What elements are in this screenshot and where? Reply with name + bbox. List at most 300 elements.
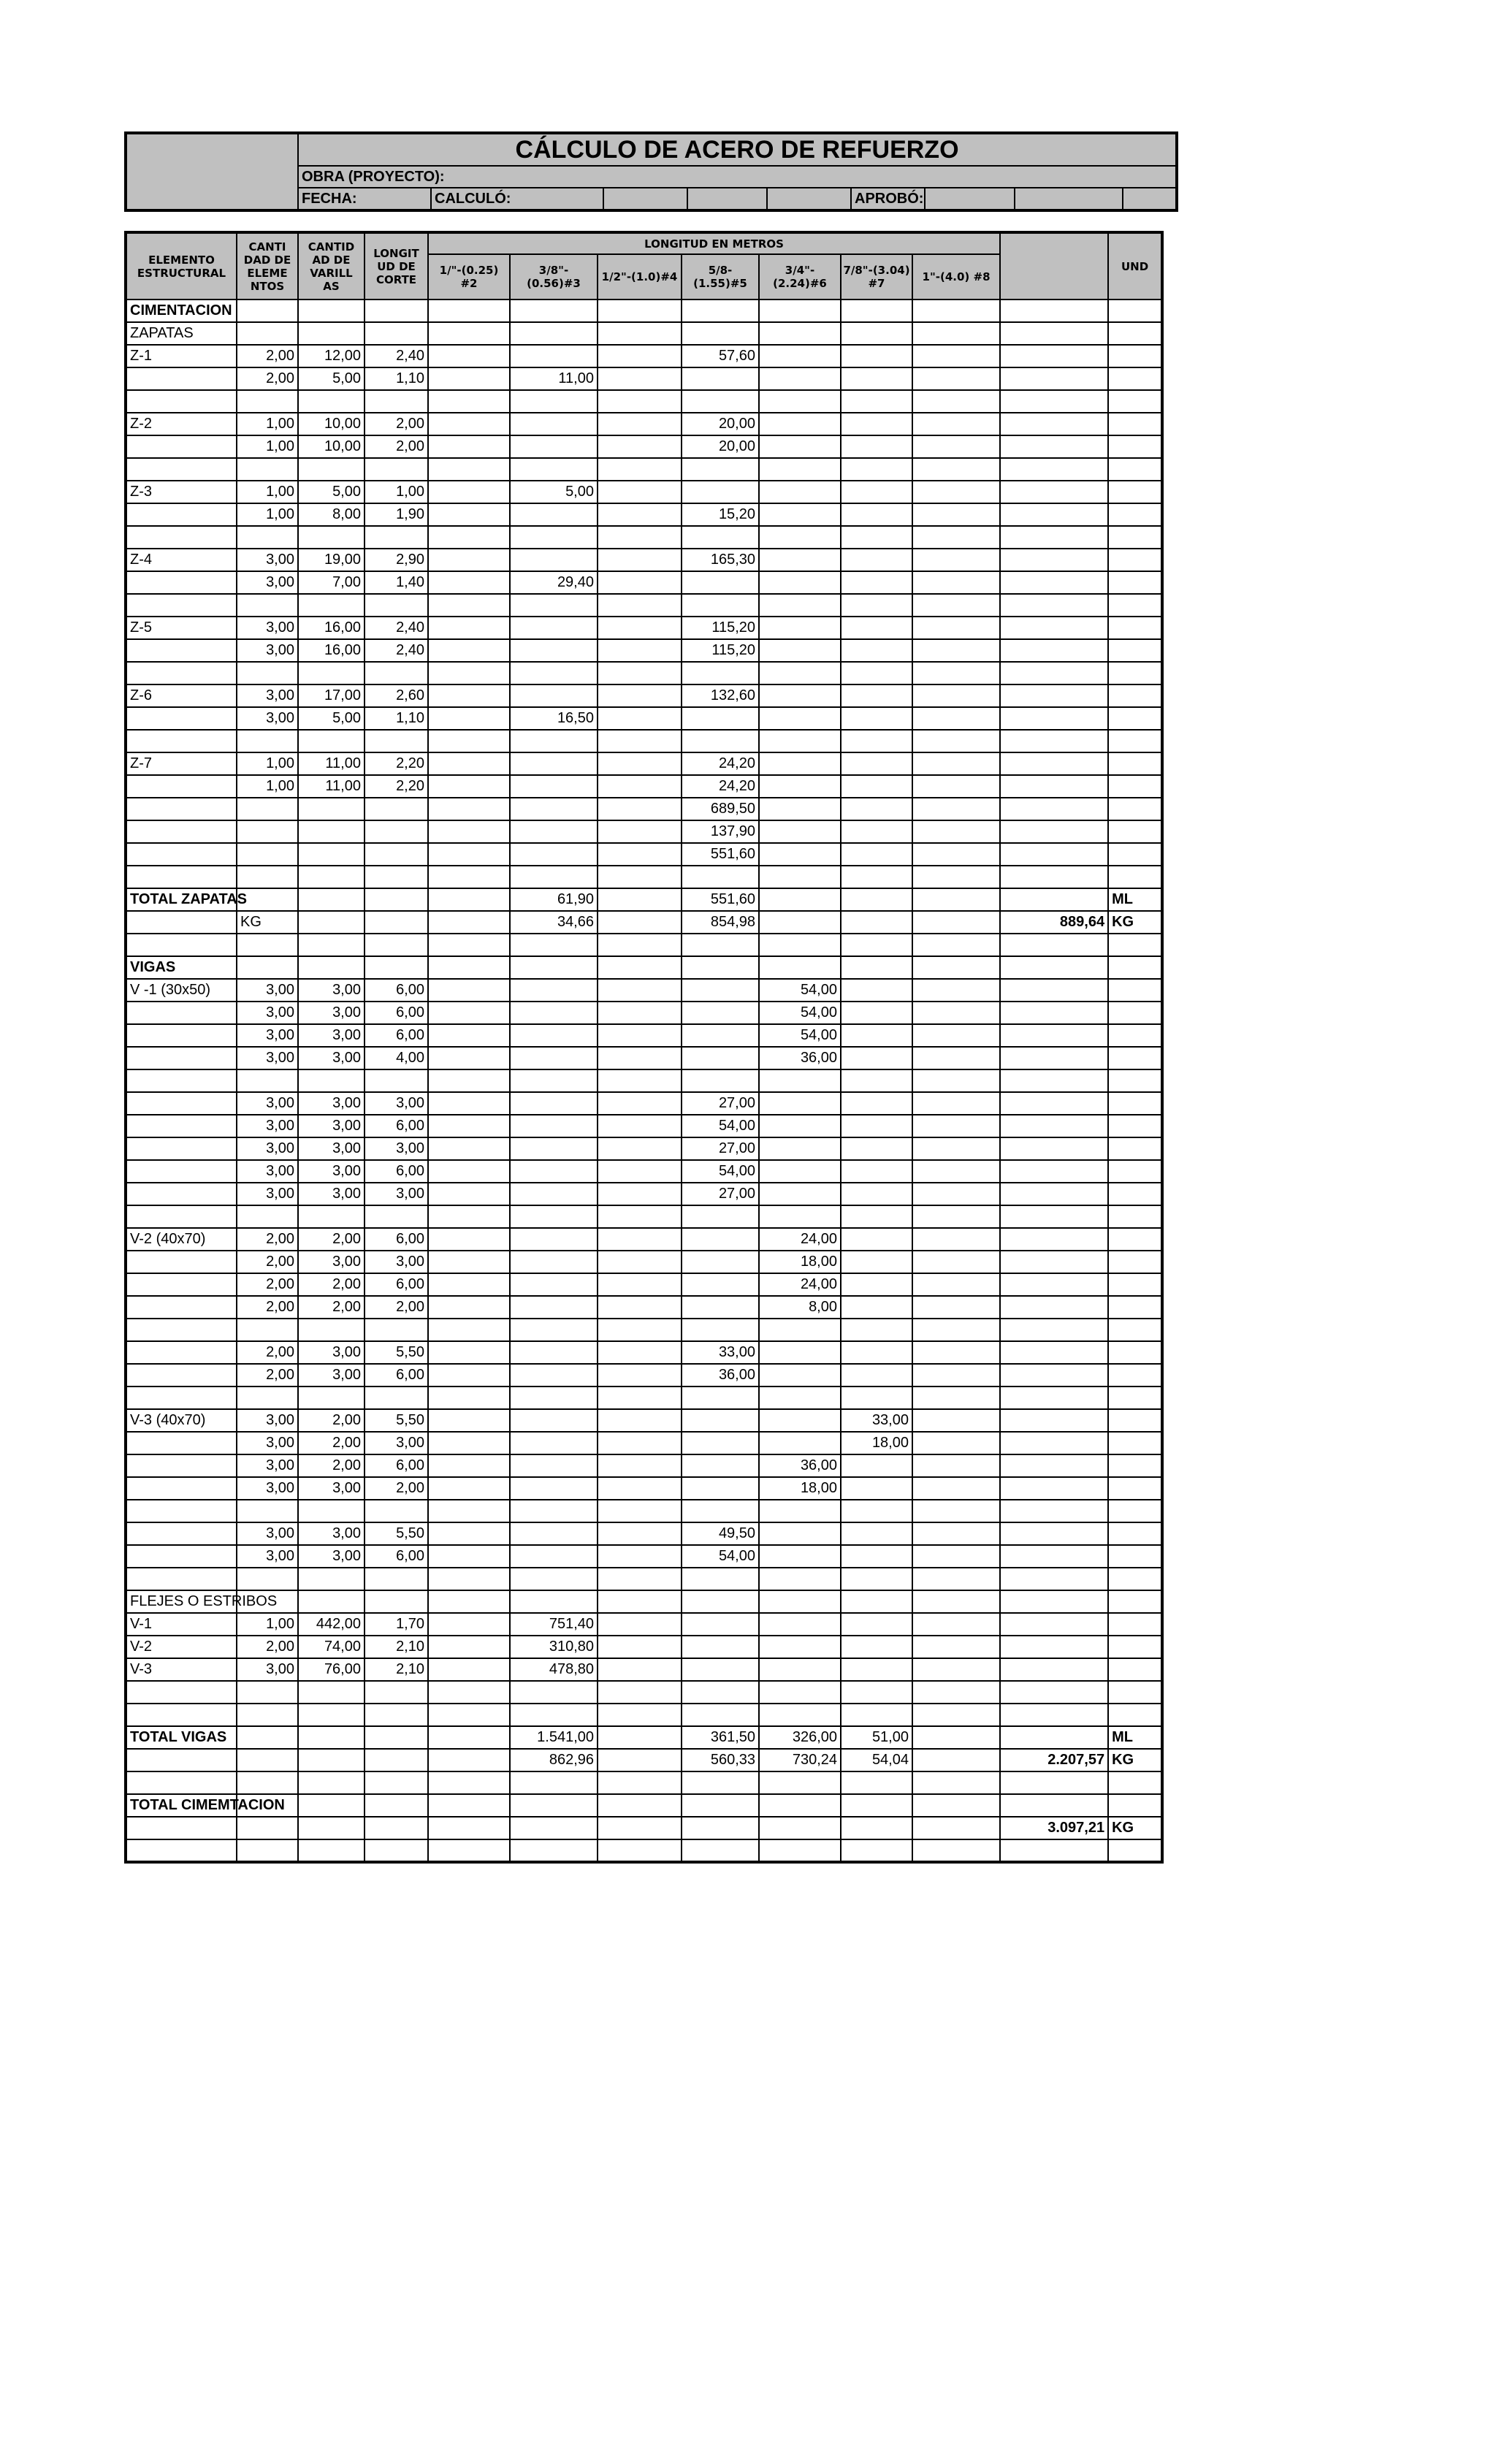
table-cell xyxy=(682,1319,759,1341)
table-cell xyxy=(1108,1024,1162,1047)
table-cell xyxy=(298,1749,365,1771)
header-cell xyxy=(767,188,851,210)
table-cell xyxy=(912,1273,1000,1296)
table-cell xyxy=(126,1115,237,1137)
table-cell xyxy=(1108,662,1162,684)
table-cell xyxy=(510,1545,598,1568)
table-cell xyxy=(510,979,598,1002)
table-cell xyxy=(682,1704,759,1726)
table-cell xyxy=(912,322,1000,345)
table-cell: 5,00 xyxy=(298,367,365,390)
table-cell xyxy=(912,1228,1000,1251)
col-elemento: ELEMENTO ESTRUCTURAL xyxy=(126,232,237,300)
table-row xyxy=(126,435,1162,458)
table-cell: 1,00 xyxy=(237,503,298,526)
table-cell xyxy=(841,571,912,594)
table-cell xyxy=(237,1839,298,1862)
table-cell: 3,00 xyxy=(237,979,298,1002)
table-cell xyxy=(912,617,1000,639)
table-cell: 2,40 xyxy=(365,639,428,662)
table-cell xyxy=(682,1296,759,1319)
table-cell xyxy=(912,775,1000,798)
table-cell xyxy=(912,1522,1000,1545)
table-cell xyxy=(365,1726,428,1749)
table-cell xyxy=(1108,413,1162,435)
table-cell xyxy=(759,1794,841,1817)
table-cell xyxy=(598,1568,682,1590)
table-cell xyxy=(237,730,298,752)
table-cell xyxy=(682,1568,759,1590)
table-cell xyxy=(841,820,912,843)
table-cell: 2,00 xyxy=(237,345,298,367)
table-cell: 1,00 xyxy=(237,413,298,435)
table-cell xyxy=(365,1817,428,1839)
table-cell: Z-6 xyxy=(126,684,237,707)
table-cell xyxy=(841,1205,912,1228)
table-cell xyxy=(682,1251,759,1273)
table-cell xyxy=(841,1092,912,1115)
table-cell xyxy=(598,503,682,526)
table-cell xyxy=(126,775,237,798)
table-row xyxy=(126,1387,1162,1409)
table-cell xyxy=(682,707,759,730)
table-cell: 3,00 xyxy=(365,1432,428,1454)
table-cell xyxy=(365,390,428,413)
table-cell: 3,00 xyxy=(237,1545,298,1568)
table-cell xyxy=(365,1568,428,1590)
table-cell xyxy=(598,413,682,435)
table-cell xyxy=(598,1794,682,1817)
table-cell xyxy=(1000,1047,1108,1069)
table-cell xyxy=(841,1522,912,1545)
table-cell xyxy=(841,1228,912,1251)
table-cell: 2,00 xyxy=(365,1477,428,1500)
table-cell xyxy=(510,1002,598,1024)
table-cell xyxy=(598,1092,682,1115)
table-cell xyxy=(841,1024,912,1047)
table-cell: 36,00 xyxy=(682,1364,759,1387)
table-cell xyxy=(682,526,759,549)
table-cell xyxy=(1108,503,1162,526)
table-cell xyxy=(682,866,759,888)
table-cell: Z-2 xyxy=(126,413,237,435)
table-row xyxy=(126,1137,1162,1160)
table-cell xyxy=(428,322,510,345)
table-cell xyxy=(365,322,428,345)
table-cell xyxy=(841,1115,912,1137)
table-cell xyxy=(510,1794,598,1817)
table-cell: 3,00 xyxy=(365,1137,428,1160)
table-cell: 3,00 xyxy=(298,1115,365,1137)
table-row xyxy=(126,549,1162,571)
table-cell xyxy=(237,458,298,481)
table-cell xyxy=(598,888,682,911)
table-cell xyxy=(912,1568,1000,1590)
table-cell xyxy=(682,1817,759,1839)
table-cell: 24,00 xyxy=(759,1228,841,1251)
table-cell xyxy=(682,1387,759,1409)
table-cell xyxy=(298,1817,365,1839)
table-cell xyxy=(1000,1160,1108,1183)
table-cell: 34,66 xyxy=(510,911,598,934)
table-cell: 2,40 xyxy=(365,617,428,639)
table-cell xyxy=(126,934,237,956)
table-cell xyxy=(759,798,841,820)
table-cell xyxy=(598,1636,682,1658)
table-cell xyxy=(598,639,682,662)
col-diam-7: 7/8"-(3.04) #7 xyxy=(841,254,912,300)
table-cell xyxy=(428,503,510,526)
table-cell: 54,00 xyxy=(682,1545,759,1568)
table-cell xyxy=(510,413,598,435)
table-cell xyxy=(598,1839,682,1862)
table-cell xyxy=(126,1092,237,1115)
table-cell xyxy=(1108,1500,1162,1522)
table-cell xyxy=(365,1839,428,1862)
table-cell xyxy=(912,1341,1000,1364)
table-cell xyxy=(428,571,510,594)
table-cell: 8,00 xyxy=(759,1296,841,1319)
table-cell: 18,00 xyxy=(841,1432,912,1454)
table-cell: 54,04 xyxy=(841,1749,912,1771)
table-cell: 36,00 xyxy=(759,1454,841,1477)
col-diam-2: 1/"-(0.25) #2 xyxy=(428,254,510,300)
table-cell xyxy=(841,300,912,322)
table-row xyxy=(126,1092,1162,1115)
table-row xyxy=(126,1771,1162,1794)
table-cell: 19,00 xyxy=(298,549,365,571)
table-row xyxy=(126,1817,1162,1839)
table-cell xyxy=(126,435,237,458)
table-cell xyxy=(510,345,598,367)
table-cell: 3.097,21 xyxy=(1000,1817,1108,1839)
table-cell xyxy=(759,1069,841,1092)
table-cell xyxy=(1000,866,1108,888)
table-cell xyxy=(912,1432,1000,1454)
table-cell xyxy=(298,458,365,481)
table-cell: 54,00 xyxy=(759,1024,841,1047)
table-cell xyxy=(365,1749,428,1771)
table-cell xyxy=(298,1704,365,1726)
header-block xyxy=(124,131,1178,212)
table-cell xyxy=(682,1454,759,1477)
table-cell xyxy=(598,1613,682,1636)
table-cell xyxy=(1108,322,1162,345)
table-cell: KG xyxy=(1108,911,1162,934)
table-cell xyxy=(912,1839,1000,1862)
table-cell xyxy=(759,345,841,367)
table-cell: 76,00 xyxy=(298,1658,365,1681)
table-cell: 551,60 xyxy=(682,888,759,911)
table-cell xyxy=(510,934,598,956)
table-cell xyxy=(912,1636,1000,1658)
table-cell xyxy=(841,866,912,888)
table-cell xyxy=(598,300,682,322)
table-cell xyxy=(912,526,1000,549)
table-cell xyxy=(682,934,759,956)
table-cell xyxy=(912,888,1000,911)
sheet xyxy=(124,131,1158,1864)
table-cell xyxy=(428,662,510,684)
table-cell xyxy=(1000,503,1108,526)
table-cell xyxy=(510,1590,598,1613)
table-cell xyxy=(759,730,841,752)
table-row xyxy=(126,1115,1162,1137)
table-cell: 730,24 xyxy=(759,1749,841,1771)
table-cell xyxy=(298,390,365,413)
table-cell xyxy=(365,1205,428,1228)
table-cell xyxy=(912,956,1000,979)
table-cell xyxy=(1000,1024,1108,1047)
table-cell xyxy=(237,1387,298,1409)
table-cell: 2,20 xyxy=(365,752,428,775)
table-cell xyxy=(598,1387,682,1409)
table-cell: 10,00 xyxy=(298,413,365,435)
table-cell xyxy=(126,1341,237,1364)
table-cell xyxy=(912,435,1000,458)
col-cant-elementos: CANTI DAD DE ELEME NTOS xyxy=(237,232,298,300)
table-cell: 61,90 xyxy=(510,888,598,911)
table-row xyxy=(126,1273,1162,1296)
table-cell: V-3 (40x70) xyxy=(126,1409,237,1432)
table-cell xyxy=(1000,798,1108,820)
table-cell xyxy=(759,1839,841,1862)
table-cell xyxy=(428,1183,510,1205)
table-row xyxy=(126,390,1162,413)
table-cell xyxy=(912,1726,1000,1749)
table-cell xyxy=(841,322,912,345)
table-cell xyxy=(1108,1273,1162,1296)
table-cell xyxy=(237,820,298,843)
table-cell xyxy=(682,458,759,481)
table-cell xyxy=(510,798,598,820)
table-cell: 1,00 xyxy=(365,481,428,503)
table-cell xyxy=(298,1568,365,1590)
table-cell: 1,10 xyxy=(365,367,428,390)
table-cell xyxy=(1000,1590,1108,1613)
table-cell xyxy=(1108,843,1162,866)
table-cell xyxy=(126,820,237,843)
table-cell xyxy=(598,1160,682,1183)
table-cell xyxy=(298,1069,365,1092)
table-cell xyxy=(365,911,428,934)
table-cell xyxy=(510,617,598,639)
table-cell xyxy=(682,1409,759,1432)
table-cell xyxy=(1108,1658,1162,1681)
table-cell xyxy=(1108,1047,1162,1069)
table-cell: TOTAL VIGAS xyxy=(126,1726,237,1749)
table-cell xyxy=(126,662,237,684)
table-cell xyxy=(1000,1409,1108,1432)
table-cell xyxy=(510,300,598,322)
table-cell xyxy=(1108,1454,1162,1477)
table-cell xyxy=(126,571,237,594)
table-cell xyxy=(759,1500,841,1522)
table-cell: Z-5 xyxy=(126,617,237,639)
table-cell xyxy=(237,1500,298,1522)
table-cell xyxy=(126,1273,237,1296)
table-cell xyxy=(682,1432,759,1454)
table-cell xyxy=(682,1477,759,1500)
table-cell xyxy=(841,1387,912,1409)
header-cell xyxy=(1015,188,1123,210)
table-cell xyxy=(1108,798,1162,820)
table-cell xyxy=(1108,367,1162,390)
table-cell xyxy=(598,1771,682,1794)
table-cell xyxy=(126,1704,237,1726)
table-cell xyxy=(510,1296,598,1319)
table-row xyxy=(126,934,1162,956)
table-row xyxy=(126,1409,1162,1432)
table-cell xyxy=(510,1409,598,1432)
table-cell: 6,00 xyxy=(365,1160,428,1183)
table-cell xyxy=(682,1002,759,1024)
table-cell xyxy=(428,413,510,435)
table-cell xyxy=(237,1568,298,1590)
table-cell xyxy=(298,322,365,345)
table-cell xyxy=(682,367,759,390)
table-cell xyxy=(912,594,1000,617)
table-cell xyxy=(1000,979,1108,1002)
table-cell xyxy=(912,662,1000,684)
table-cell xyxy=(298,1726,365,1749)
table-cell xyxy=(841,888,912,911)
table-cell xyxy=(126,730,237,752)
table-row xyxy=(126,300,1162,322)
table-row xyxy=(126,1002,1162,1024)
table-cell xyxy=(126,1069,237,1092)
table-cell xyxy=(510,866,598,888)
table-cell xyxy=(365,730,428,752)
table-cell xyxy=(298,1681,365,1704)
table-cell xyxy=(510,1568,598,1590)
table-row xyxy=(126,798,1162,820)
table-cell xyxy=(428,1296,510,1319)
table-cell: 54,00 xyxy=(682,1160,759,1183)
table-cell: 17,00 xyxy=(298,684,365,707)
table-cell xyxy=(1000,1432,1108,1454)
table-cell xyxy=(510,1137,598,1160)
table-cell xyxy=(510,1069,598,1092)
table-cell: 1,70 xyxy=(365,1613,428,1636)
table-cell xyxy=(1108,435,1162,458)
table-cell xyxy=(126,707,237,730)
table-cell xyxy=(759,1183,841,1205)
table-cell xyxy=(912,367,1000,390)
table-cell xyxy=(126,526,237,549)
table-cell xyxy=(759,1817,841,1839)
table-cell xyxy=(682,1636,759,1658)
table-cell xyxy=(841,1364,912,1387)
table-cell xyxy=(759,934,841,956)
table-cell xyxy=(841,1319,912,1341)
table-cell xyxy=(682,481,759,503)
table-cell xyxy=(759,413,841,435)
table-cell xyxy=(759,1771,841,1794)
table-cell: 5,50 xyxy=(365,1409,428,1432)
table-cell xyxy=(428,1002,510,1024)
table-cell xyxy=(428,1794,510,1817)
table-cell xyxy=(1000,1251,1108,1273)
table-row xyxy=(126,367,1162,390)
table-cell xyxy=(126,911,237,934)
table-cell xyxy=(428,1704,510,1726)
table-row xyxy=(126,1024,1162,1047)
table-cell: 3,00 xyxy=(298,1364,365,1387)
table-cell xyxy=(598,458,682,481)
table-cell: 2,00 xyxy=(298,1273,365,1296)
table-cell xyxy=(598,1477,682,1500)
table-cell xyxy=(598,662,682,684)
table-cell: 689,50 xyxy=(682,798,759,820)
table-cell xyxy=(365,934,428,956)
table-cell xyxy=(912,1092,1000,1115)
table-cell xyxy=(1000,1658,1108,1681)
page-title: CÁLCULO DE ACERO DE REFUERZO xyxy=(298,133,1177,166)
table-cell xyxy=(510,662,598,684)
table-cell: 3,00 xyxy=(237,1477,298,1500)
aprobo-label: APROBÓ: xyxy=(851,188,925,210)
table-cell xyxy=(759,1636,841,1658)
table-cell xyxy=(1108,956,1162,979)
table-cell xyxy=(510,1160,598,1183)
table-cell: 8,00 xyxy=(298,503,365,526)
table-cell: 751,40 xyxy=(510,1613,598,1636)
table-cell xyxy=(912,1069,1000,1092)
table-cell xyxy=(428,1364,510,1387)
table-cell xyxy=(126,1160,237,1183)
table-cell: 2,00 xyxy=(237,1341,298,1364)
table-cell xyxy=(1108,866,1162,888)
table-cell: 2,00 xyxy=(237,1251,298,1273)
table-cell xyxy=(1000,1205,1108,1228)
table-cell: V-2 xyxy=(126,1636,237,1658)
table-cell xyxy=(1108,1681,1162,1704)
table-cell xyxy=(912,1613,1000,1636)
table-cell xyxy=(912,1771,1000,1794)
table-cell xyxy=(912,1251,1000,1273)
table-cell xyxy=(759,1409,841,1432)
table-cell xyxy=(759,1522,841,1545)
table-cell: 3,00 xyxy=(237,1002,298,1024)
table-cell xyxy=(912,1319,1000,1341)
table-cell: 24,00 xyxy=(759,1273,841,1296)
table-cell: V-3 xyxy=(126,1658,237,1681)
table-cell xyxy=(759,1681,841,1704)
table-cell xyxy=(912,503,1000,526)
table-cell xyxy=(428,1273,510,1296)
table-cell xyxy=(126,1749,237,1771)
table-cell: 2,00 xyxy=(237,367,298,390)
table-cell xyxy=(428,1749,510,1771)
table-cell xyxy=(1000,730,1108,752)
table-cell: 54,00 xyxy=(682,1115,759,1137)
col-diam-8: 1"-(4.0) #8 xyxy=(912,254,1000,300)
table-row xyxy=(126,1613,1162,1636)
table-cell xyxy=(428,594,510,617)
col-diam-6: 3/4"-(2.24)#6 xyxy=(759,254,841,300)
table-row xyxy=(126,1296,1162,1319)
table-cell xyxy=(510,1273,598,1296)
table-cell xyxy=(428,1726,510,1749)
table-cell xyxy=(598,843,682,866)
table-cell: KG xyxy=(1108,1749,1162,1771)
table-row xyxy=(126,1749,1162,1771)
table-cell xyxy=(841,730,912,752)
table-cell xyxy=(510,526,598,549)
table-cell: 3,00 xyxy=(237,1409,298,1432)
table-cell xyxy=(682,322,759,345)
